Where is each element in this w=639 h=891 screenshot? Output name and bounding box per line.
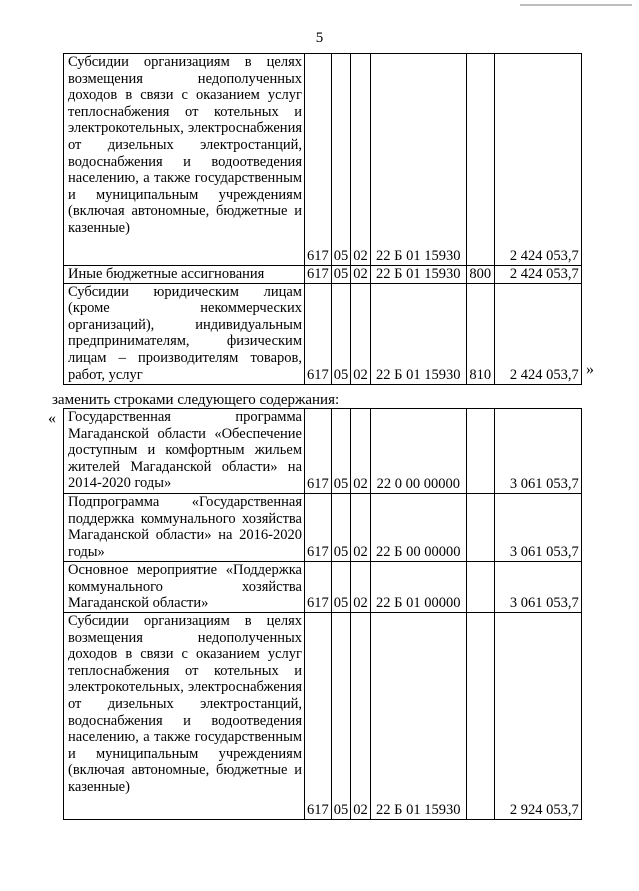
table-row <box>64 494 582 562</box>
section-code-cell: 05 <box>331 54 351 266</box>
target-article-cell: 22 Б 00 00000 <box>370 494 466 562</box>
ministry-code-cell: 617 <box>305 283 332 384</box>
table-row <box>64 562 582 613</box>
table-row <box>64 283 582 384</box>
section-code-cell: 05 <box>331 494 351 562</box>
section-code-cell: 05 <box>331 266 351 284</box>
target-article-cell: 22 Б 01 15930 <box>370 54 466 266</box>
section-code-cell: 05 <box>331 613 351 820</box>
replace-instruction-text: заменить строками следующего содержания: <box>52 392 340 408</box>
row-name-cell: Подпрограмма «Государственная поддержка коммунального хозяйства Магаданской области» на 2016-2020 годы» <box>64 494 305 562</box>
target-article-cell: 22 Б 01 15930 <box>370 266 466 284</box>
opening-quote: « <box>48 410 56 427</box>
row-name-cell: Основное мероприятие «Поддержка коммунального хозяйства Магаданской области» <box>64 562 305 613</box>
row-name-cell: Субсидии организациям в целях возмещения недополученных доходов в связи с оказанием услуг теплоснабжения от котельных и электрокотельных, электроснабжения от дизельных электростанций, водоснабжения и водоотведения населению, а также государственным и муниципальным учреждениям (включая автономные, бюджетные и казенные) <box>64 613 305 820</box>
subsection-code-cell: 02 <box>351 562 371 613</box>
budget-table-replacement <box>63 408 582 820</box>
target-article-cell: 22 Б 01 00000 <box>370 562 466 613</box>
row-name-cell: Государственная программа Магаданской области «Обеспечение доступным и комфортным жильем жителей Магаданской области» на 2014-2020 годы» <box>64 409 305 494</box>
ministry-code-cell: 617 <box>305 409 332 494</box>
subsection-code-cell: 02 <box>351 283 371 384</box>
row-name-cell: Иные бюджетные ассигнования <box>64 266 305 284</box>
subsection-code-cell: 02 <box>351 409 371 494</box>
subsection-code-cell: 02 <box>351 54 371 266</box>
ministry-code-cell: 617 <box>305 494 332 562</box>
section-code-cell: 05 <box>331 409 351 494</box>
expense-type-cell <box>466 562 494 613</box>
scan-artifact-line <box>520 4 632 6</box>
ministry-code-cell: 617 <box>305 613 332 820</box>
table-row <box>64 409 582 494</box>
budget-table-original <box>63 53 582 385</box>
subsection-code-cell: 02 <box>351 266 371 284</box>
target-article-cell: 22 Б 01 15930 <box>370 283 466 384</box>
ministry-code-cell: 617 <box>305 54 332 266</box>
expense-type-cell: 800 <box>466 266 494 284</box>
expense-type-cell: 810 <box>466 283 494 384</box>
amount-cell: 3 061 053,7 <box>494 409 581 494</box>
section-code-cell: 05 <box>331 283 351 384</box>
amount-cell: 2 424 053,7 <box>494 283 581 384</box>
expense-type-cell <box>466 54 494 266</box>
section-code-cell: 05 <box>331 562 351 613</box>
amount-cell: 2 424 053,7 <box>494 54 581 266</box>
table-row <box>64 54 582 266</box>
expense-type-cell <box>466 613 494 820</box>
target-article-cell: 22 Б 01 15930 <box>370 613 466 820</box>
target-article-cell: 22 0 00 00000 <box>370 409 466 494</box>
amount-cell: 2 924 053,7 <box>494 613 581 820</box>
subsection-code-cell: 02 <box>351 494 371 562</box>
amount-cell: 2 424 053,7 <box>494 266 581 284</box>
amount-cell: 3 061 053,7 <box>494 494 581 562</box>
page-number: 5 <box>315 30 324 46</box>
expense-type-cell <box>466 494 494 562</box>
ministry-code-cell: 617 <box>305 562 332 613</box>
row-name-cell: Субсидии юридическим лицам (кроме некоммерческих организаций), индивидуальным предпринимателям, физическим лицам – производителям товаров, работ, услуг <box>64 283 305 384</box>
table-row <box>64 613 582 820</box>
table-row <box>64 266 582 284</box>
expense-type-cell <box>466 409 494 494</box>
closing-quote: » <box>586 361 594 378</box>
amount-cell: 3 061 053,7 <box>494 562 581 613</box>
ministry-code-cell: 617 <box>305 266 332 284</box>
row-name-cell: Субсидии организациям в целях возмещения недополученных доходов в связи с оказанием услуг теплоснабжения от котельных и электрокотельных, электроснабжения от дизельных электростанций, водоснабжения и водоотведения населению, а также государственным и муниципальным учреждениям (включая автономные, бюджетные и казенные) <box>64 54 305 266</box>
subsection-code-cell: 02 <box>351 613 371 820</box>
